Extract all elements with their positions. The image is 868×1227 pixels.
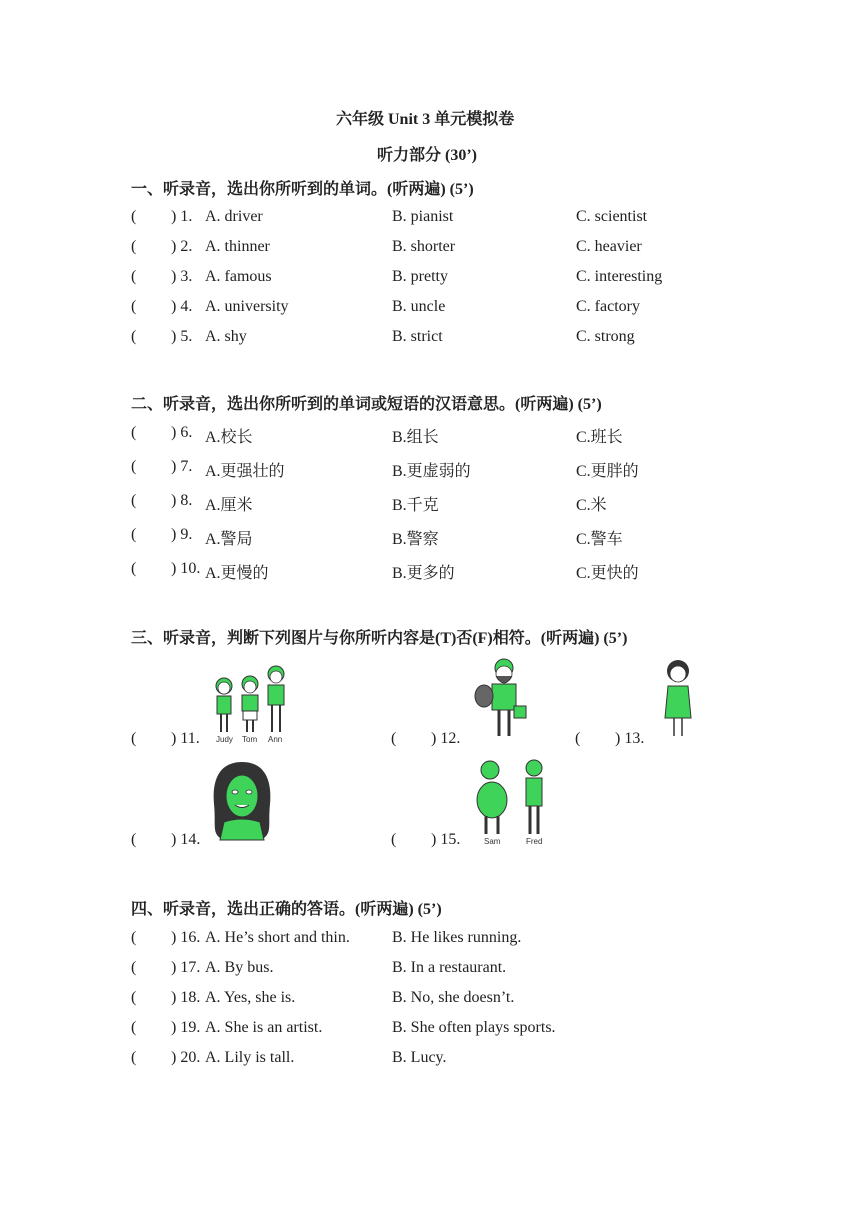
option-a[interactable]: A.校长	[205, 429, 253, 446]
option-c[interactable]: C.米	[576, 497, 607, 514]
label-ann: Ann	[268, 735, 283, 744]
woman-portrait-picture	[210, 760, 274, 842]
answer-blank[interactable]: (	[391, 730, 397, 747]
question-13: ( ) 13.	[575, 730, 645, 747]
question-12: ( ) 12.	[391, 730, 461, 747]
option-a[interactable]: A.更强壮的	[205, 463, 285, 480]
option-c[interactable]: C.更快的	[576, 565, 639, 582]
option-b[interactable]: B. uncle	[392, 298, 446, 315]
option-a[interactable]: A. He’s short and thin.	[205, 929, 350, 946]
option-a[interactable]: A. driver	[205, 208, 263, 225]
answer-blank[interactable]: (	[131, 1049, 137, 1066]
question-number: ( ) 2.	[131, 238, 193, 255]
option-b[interactable]: B. In a restaurant.	[392, 959, 507, 976]
option-a[interactable]: A.警局	[205, 531, 253, 548]
option-a[interactable]: A. shy	[205, 328, 247, 345]
answer-blank[interactable]: (	[131, 298, 137, 315]
answer-blank[interactable]: (	[131, 1019, 137, 1036]
question-number: ( ) 9.	[131, 526, 193, 543]
answer-blank[interactable]: (	[575, 730, 581, 747]
question-number: ( ) 18.	[131, 989, 201, 1006]
fred-figure	[526, 760, 542, 834]
question-number: ( ) 17.	[131, 959, 201, 976]
answer-blank[interactable]: (	[131, 831, 137, 848]
section2-heading: 二、听录音，选出你所听到的单词或短语的汉语意思。(听两遍) (5’)	[131, 396, 602, 413]
ann-figure	[268, 666, 284, 732]
option-c[interactable]: C. heavier	[576, 238, 642, 255]
label-fred: Fred	[526, 837, 543, 846]
option-a[interactable]: A.更慢的	[205, 565, 269, 582]
answer-blank[interactable]: (	[131, 560, 137, 577]
option-a[interactable]: A.厘米	[205, 497, 253, 514]
answer-blank[interactable]: (	[131, 458, 137, 475]
section3-heading: 三、听录音，判断下列图片与你所听内容是(T)否(F)相符。(听两遍) (5’)	[131, 630, 628, 647]
question-number: ( ) 3.	[131, 268, 193, 285]
option-c[interactable]: C. factory	[576, 298, 640, 315]
option-b[interactable]: B.千克	[392, 497, 439, 514]
page-subtitle: 听力部分 (30’)	[377, 147, 477, 164]
option-a[interactable]: A. Yes, she is.	[205, 989, 296, 1006]
question-number: ( ) 20.	[131, 1049, 201, 1066]
option-b[interactable]: B.更多的	[392, 565, 455, 582]
answer-blank[interactable]: (	[391, 831, 397, 848]
children-judy-tom-ann-picture	[208, 660, 292, 746]
option-a[interactable]: A. She is an artist.	[205, 1019, 323, 1036]
option-c[interactable]: C. scientist	[576, 208, 648, 225]
sam-figure	[477, 761, 507, 834]
question-number: ( ) 10.	[131, 560, 201, 577]
option-b[interactable]: B. strict	[392, 328, 443, 345]
girl-picture	[656, 658, 696, 740]
option-c[interactable]: C.警车	[576, 531, 623, 548]
question-number: ( ) 16.	[131, 929, 201, 946]
section4-heading: 四、听录音，选出正确的答语。(听两遍) (5’)	[131, 901, 442, 918]
answer-blank[interactable]: (	[131, 526, 137, 543]
option-b[interactable]: B. Lucy.	[392, 1049, 447, 1066]
option-a[interactable]: A. By bus.	[205, 959, 274, 976]
question-number: ( ) 6.	[131, 424, 193, 441]
option-b[interactable]: B.组长	[392, 429, 439, 446]
answer-blank[interactable]: (	[131, 268, 137, 285]
question-number: ( ) 19.	[131, 1019, 201, 1036]
question-number: ( ) 1.	[131, 208, 193, 225]
option-b[interactable]: B. pretty	[392, 268, 448, 285]
answer-blank[interactable]: (	[131, 959, 137, 976]
option-b[interactable]: B. pianist	[392, 208, 454, 225]
question-number: ( ) 5.	[131, 328, 193, 345]
answer-blank[interactable]: (	[131, 238, 137, 255]
option-a[interactable]: A. thinner	[205, 238, 270, 255]
option-b[interactable]: B. She often plays sports.	[392, 1019, 556, 1036]
option-c[interactable]: C.班长	[576, 429, 623, 446]
option-b[interactable]: B. shorter	[392, 238, 456, 255]
option-c[interactable]: C. interesting	[576, 268, 663, 285]
option-b[interactable]: B.更虚弱的	[392, 463, 471, 480]
option-a[interactable]: A. Lily is tall.	[205, 1049, 295, 1066]
answer-blank[interactable]: (	[131, 730, 137, 747]
judy-figure	[216, 678, 232, 732]
option-a[interactable]: A. famous	[205, 268, 272, 285]
option-a[interactable]: A. university	[205, 298, 289, 315]
farmer-man-picture	[474, 656, 534, 740]
question-15: ( ) 15.	[391, 831, 461, 848]
question-number: ( ) 4.	[131, 298, 193, 315]
label-tom: Tom	[242, 735, 258, 744]
option-b[interactable]: B. No, she doesn’t.	[392, 989, 515, 1006]
answer-blank[interactable]: (	[131, 492, 137, 509]
question-14: ( ) 14.	[131, 831, 201, 848]
answer-blank[interactable]: (	[131, 208, 137, 225]
answer-blank[interactable]: (	[131, 328, 137, 345]
tom-figure	[242, 676, 258, 732]
answer-blank[interactable]: (	[131, 424, 137, 441]
option-c[interactable]: C.更胖的	[576, 463, 639, 480]
question-number: ( ) 8.	[131, 492, 193, 509]
question-number: ( ) 7.	[131, 458, 193, 475]
answer-blank[interactable]: (	[131, 929, 137, 946]
page-title: 六年级 Unit 3 单元模拟卷	[336, 111, 515, 128]
label-judy: Judy	[216, 735, 233, 744]
section1-heading: 一、听录音，选出你所听到的单词。(听两遍) (5’)	[131, 181, 474, 198]
label-sam: Sam	[484, 837, 501, 846]
option-b[interactable]: B.警察	[392, 531, 439, 548]
men-sam-fred-picture	[472, 756, 556, 848]
option-b[interactable]: B. He likes running.	[392, 929, 522, 946]
question-11: ( ) 11.	[131, 730, 200, 747]
answer-blank[interactable]: (	[131, 989, 137, 1006]
option-c[interactable]: C. strong	[576, 328, 635, 345]
